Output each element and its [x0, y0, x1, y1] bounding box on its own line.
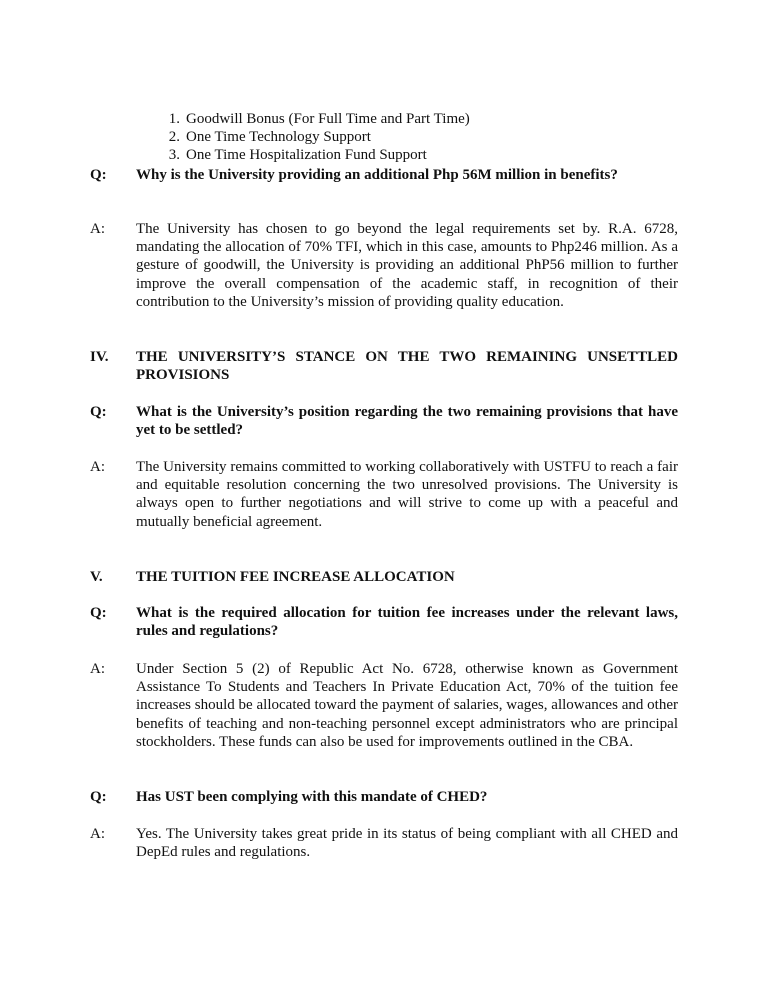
question-3	[90, 604, 678, 640]
answer-label: A:	[90, 826, 105, 842]
list-item-text: Goodwill Bonus (For Full Time and Part Time)	[186, 111, 470, 127]
list-number: 3.	[168, 147, 180, 163]
question-1	[90, 166, 678, 184]
list-item-text: One Time Hospitalization Fund Support	[186, 147, 427, 163]
section-heading-4	[90, 348, 678, 384]
question-label: Q:	[90, 605, 107, 621]
question-text: Why is the University providing an additional Php 56M million in benefits?	[136, 167, 618, 183]
answer-text: Under Section 5 (2) of Republic Act No. 6728, otherwise known as Government Assistance To Students and Teachers In Private Education Act, 70% of the tuition fee increases should be allocated toward the payment of salaries, wages, allowances and other benefits of teaching and non-teaching personnel except administrators who are principal stockholders. These funds can also be used for improvements outlined in the CBA.	[136, 661, 678, 750]
section-number: V.	[90, 569, 103, 585]
question-label: Q:	[90, 404, 107, 420]
answer-label: A:	[90, 459, 105, 475]
list-item	[162, 128, 470, 146]
question-label: Q:	[90, 789, 107, 805]
question-label: Q:	[90, 167, 107, 183]
section-heading-5	[90, 568, 678, 586]
question-text: What is the required allocation for tuition fee increases under the relevant laws, rules and regulations?	[136, 605, 678, 640]
answer-4	[90, 825, 678, 861]
question-2	[90, 403, 678, 439]
question-text: What is the University’s position regarding the two remaining provisions that have yet to be settled?	[136, 404, 678, 439]
answer-3	[90, 660, 678, 751]
list-item-text: One Time Technology Support	[186, 129, 371, 145]
benefits-list	[162, 110, 470, 164]
section-title: THE UNIVERSITY’S STANCE ON THE TWO REMAINING UNSETTLED PROVISIONS	[136, 349, 678, 384]
section-number: IV.	[90, 349, 109, 365]
answer-text: Yes. The University takes great pride in its status of being compliant with all CHED and DepEd rules and regulations.	[136, 826, 678, 861]
answer-1	[90, 220, 678, 311]
list-number: 2.	[168, 129, 180, 145]
list-item	[162, 146, 470, 164]
list-item	[162, 110, 470, 128]
answer-label: A:	[90, 221, 105, 237]
question-text: Has UST been complying with this mandate of CHED?	[136, 789, 488, 805]
answer-text: The University remains committed to working collaboratively with USTFU to reach a fair and equitable resolution concerning the two unresolved provisions. The University is always open to further negotiations and will strive to come up with a peaceful and mutually beneficial agreement.	[136, 459, 678, 530]
section-title: THE TUITION FEE INCREASE ALLOCATION	[136, 569, 455, 585]
answer-2	[90, 458, 678, 531]
answer-label: A:	[90, 661, 105, 677]
list-number: 1.	[168, 111, 180, 127]
answer-text: The University has chosen to go beyond the legal requirements set by. R.A. 6728, mandating the allocation of 70% TFI, which in this case, amounts to Php246 million. As a gesture of goodwill, the University is providing an additional PhP56 million to further improve the overall compensation of the academic staff, in recognition of their contribution to the University’s mission of providing quality education.	[136, 221, 678, 310]
question-4	[90, 788, 678, 806]
